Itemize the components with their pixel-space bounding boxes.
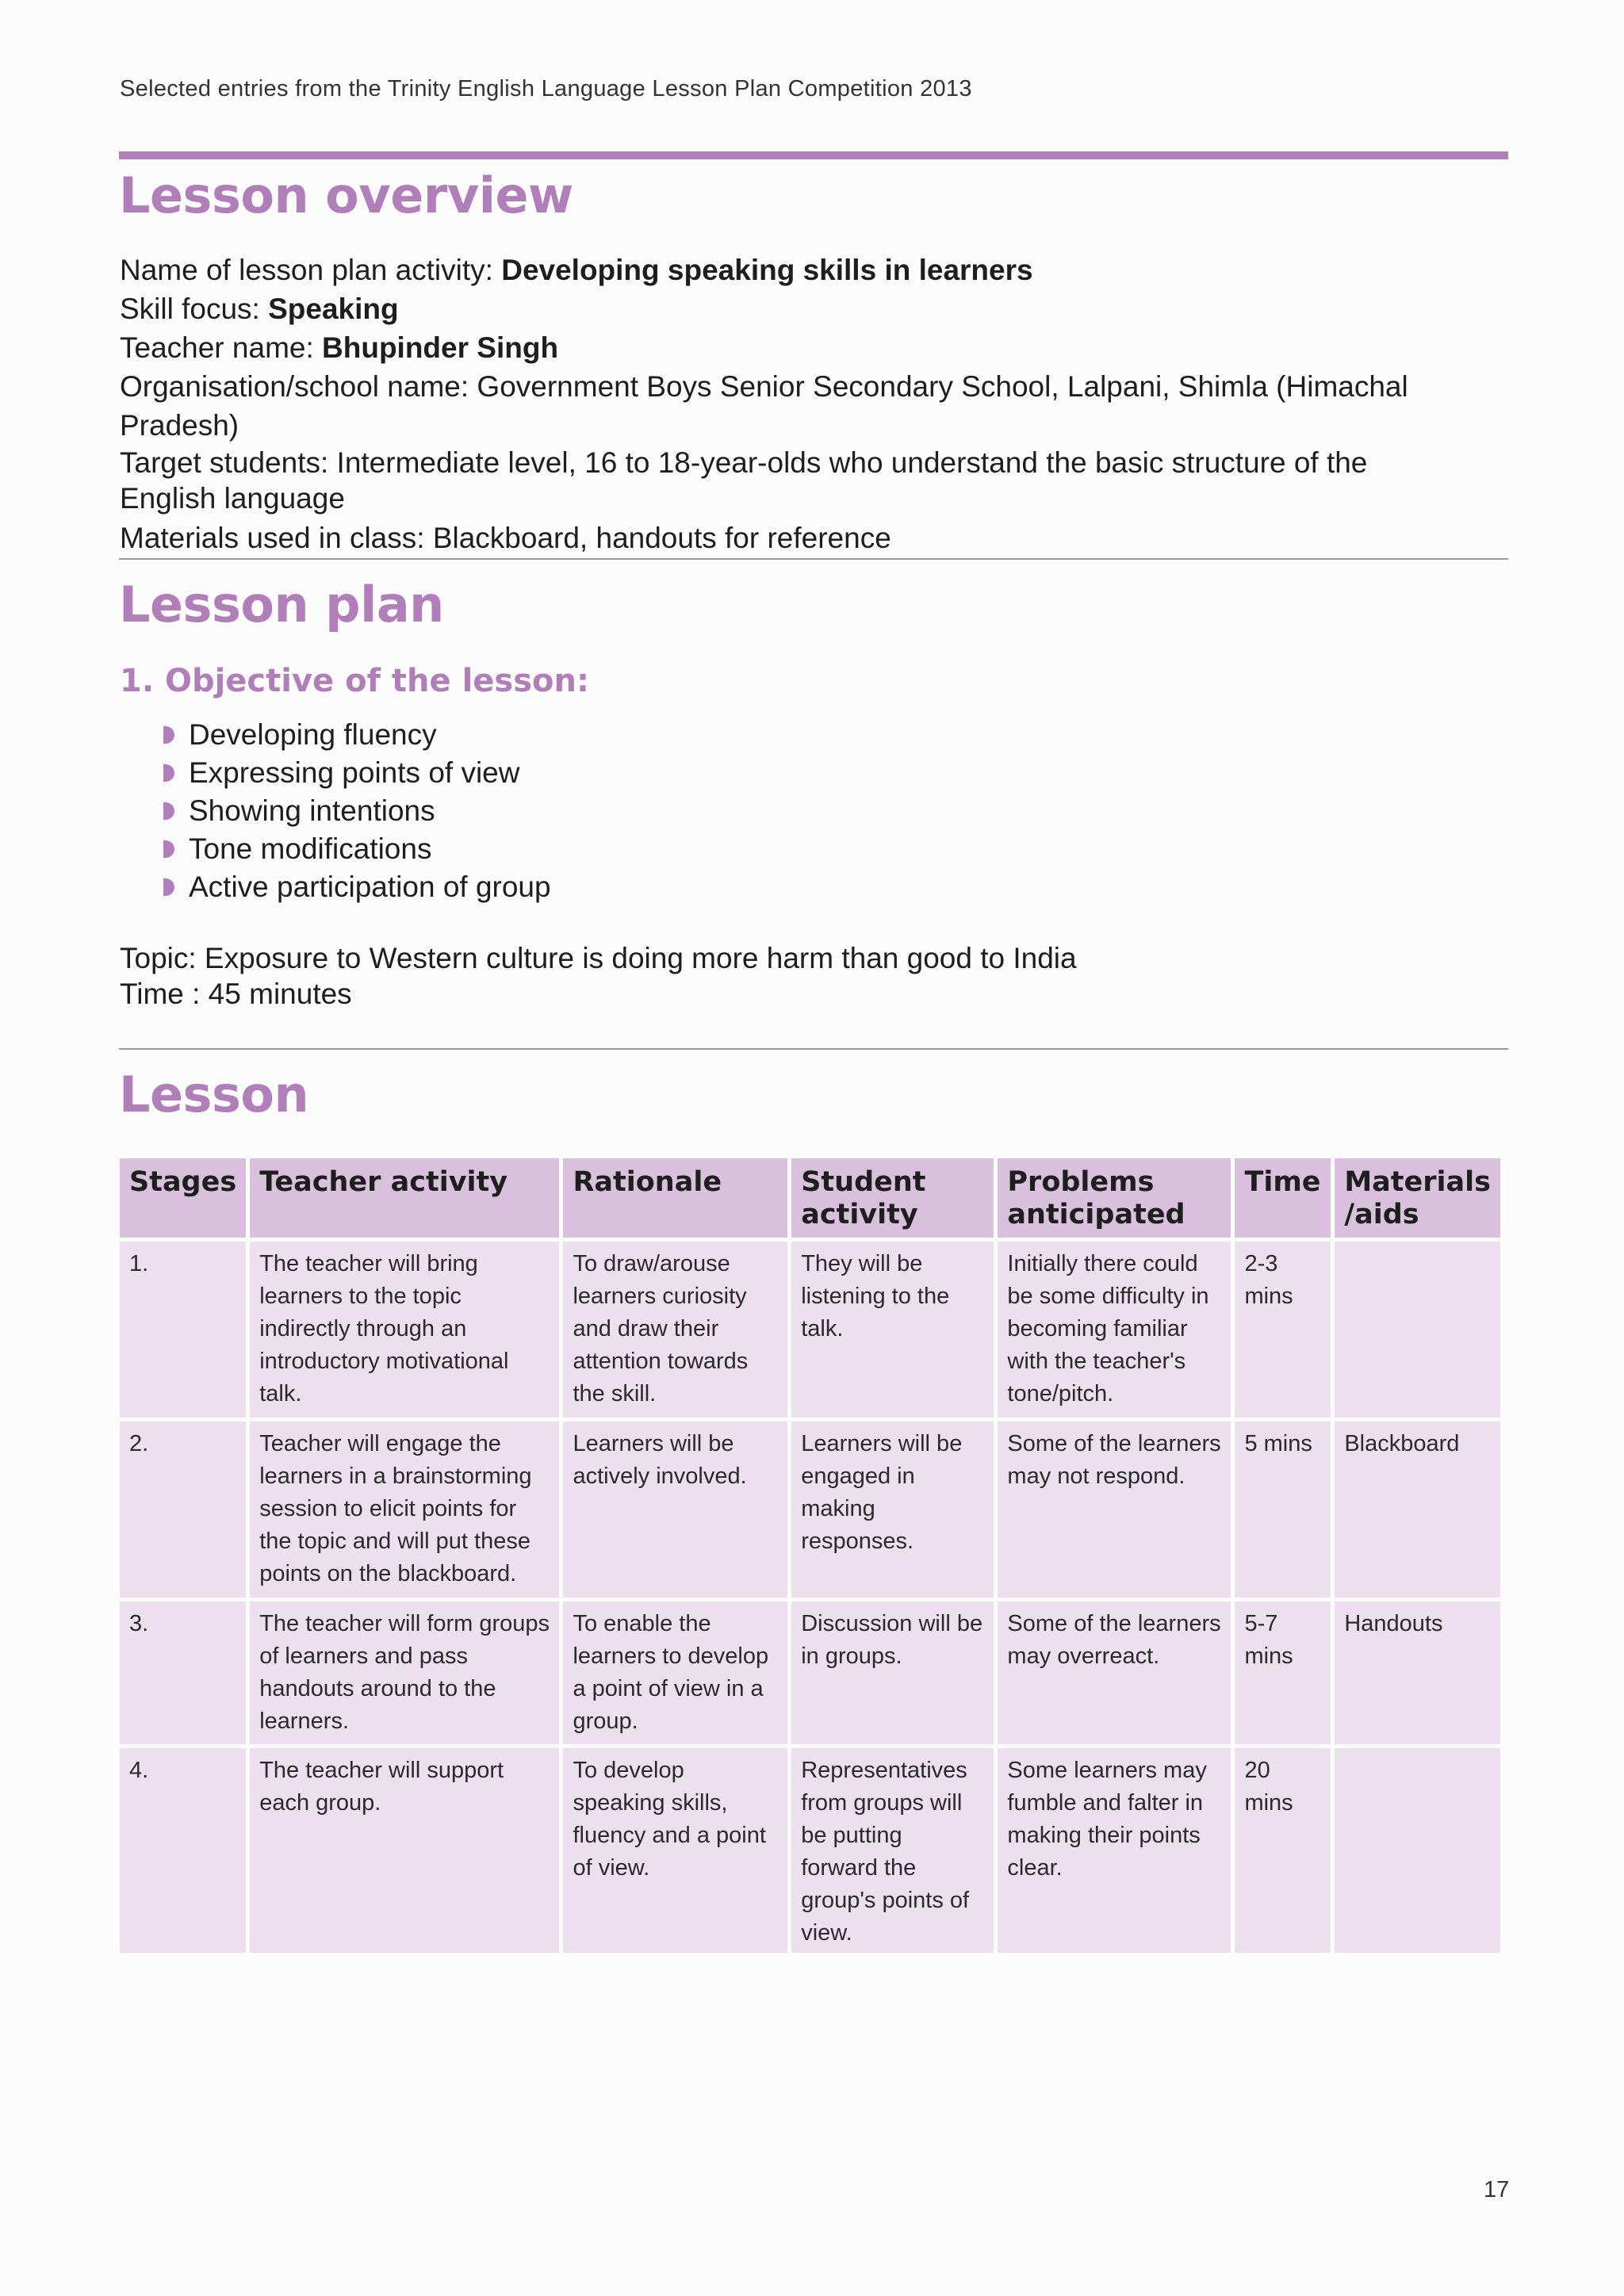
- overview-details: [120, 251, 1531, 557]
- lesson-plan-title: Lesson plan: [119, 576, 444, 633]
- column-header: Student activity: [791, 1158, 994, 1238]
- teacher-line: Teacher name: Bhupinder Singh: [120, 331, 559, 364]
- student-activity-cell: Representatives from groups will be putting forward the group's points of view.: [791, 1748, 994, 1953]
- list-item: Showing intentions: [163, 792, 551, 830]
- time-cell: 2-3 mins: [1235, 1242, 1331, 1418]
- teacher-activity-cell: Teacher will engage the learners in a brainstorming session to elicit points for the topic and will put these points on the blackboard.: [250, 1422, 559, 1598]
- topic-block: [120, 940, 1077, 1012]
- page-number: 17: [1484, 2177, 1510, 2202]
- teacher-activity-cell: The teacher will form groups of learners and pass handouts around to the learners.: [250, 1601, 559, 1744]
- rationale-cell: Learners will be actively involved.: [563, 1422, 787, 1598]
- materials-cell: [1335, 1242, 1500, 1418]
- topic-line: Topic: Exposure to Western culture is doing more harm than good to India: [120, 942, 1077, 974]
- skill-line: Skill focus: Speaking: [120, 293, 399, 325]
- materials-cell: Handouts: [1335, 1601, 1500, 1744]
- running-header: Selected entries from the Trinity English Language Lesson Plan Competition 2013: [120, 76, 972, 101]
- column-header: Rationale: [563, 1158, 787, 1238]
- rationale-cell: To develop speaking skills, fluency and a point of view.: [563, 1748, 787, 1953]
- teacher-activity-cell: The teacher will support each group.: [250, 1748, 559, 1953]
- student-activity-cell: They will be listening to the talk.: [791, 1242, 994, 1418]
- objective-heading: 1. Objective of the lesson:: [120, 663, 589, 699]
- column-header: Stages: [120, 1158, 246, 1238]
- student-activity-cell: Learners will be engaged in making responses.: [791, 1422, 994, 1598]
- rationale-cell: To draw/arouse learners curiosity and draw their attention towards the skill.: [563, 1242, 787, 1418]
- list-item: Tone modifications: [163, 830, 551, 868]
- problems-cell: Some learners may fumble and falter in making their points clear.: [998, 1748, 1231, 1953]
- column-header: Time: [1235, 1158, 1331, 1238]
- section-divider: [119, 1048, 1508, 1050]
- header-rule: [119, 151, 1508, 159]
- stage-cell: 2.: [120, 1422, 246, 1598]
- stage-cell: 3.: [120, 1601, 246, 1744]
- objectives-list: [163, 716, 551, 906]
- time-cell: 20 mins: [1235, 1748, 1331, 1953]
- teacher-value: Bhupinder Singh: [322, 331, 559, 364]
- list-item: Developing fluency: [163, 716, 551, 754]
- stage-cell: 4.: [120, 1748, 246, 1953]
- organisation-line: Organisation/school name: Government Boys Senior Secondary School, Lalpani, Shimla (Himachal Pradesh): [120, 370, 1408, 442]
- bullet-icon: [163, 840, 174, 858]
- problems-cell: Some of the learners may not respond.: [998, 1422, 1231, 1598]
- problems-cell: Initially there could be some difficulty in becoming familiar with the teacher's tone/pitch.: [998, 1242, 1231, 1418]
- lesson-table: [116, 1154, 1504, 1957]
- skill-value: Speaking: [268, 293, 399, 325]
- table-row: [120, 1422, 1500, 1598]
- bullet-icon: [163, 802, 174, 820]
- table-row: [120, 1242, 1500, 1418]
- problems-cell: Some of the learners may overreact.: [998, 1601, 1231, 1744]
- target-students-line: Target students: Intermediate level, 16 to 18-year-olds who understand the basic structure of the English language: [120, 446, 1368, 515]
- time-cell: 5 mins: [1235, 1422, 1331, 1598]
- list-item: Expressing points of view: [163, 754, 551, 792]
- lesson-overview-title: Lesson overview: [119, 166, 573, 224]
- activity-value: Developing speaking skills in learners: [501, 254, 1033, 286]
- column-header: Teacher activity: [250, 1158, 559, 1238]
- lesson-title: Lesson: [119, 1066, 309, 1123]
- time-cell: 5-7 mins: [1235, 1601, 1331, 1744]
- materials-line: Materials used in class: Blackboard, handouts for reference: [120, 522, 891, 554]
- table-row: [120, 1601, 1500, 1744]
- time-line: Time : 45 minutes: [120, 978, 352, 1010]
- bullet-icon: [163, 878, 174, 896]
- teacher-activity-cell: The teacher will bring learners to the topic indirectly through an introductory motivational talk.: [250, 1242, 559, 1418]
- materials-cell: Blackboard: [1335, 1422, 1500, 1598]
- list-item: Active participation of group: [163, 868, 551, 906]
- rationale-cell: To enable the learners to develop a point of view in a group.: [563, 1601, 787, 1744]
- table-header-row: [120, 1158, 1500, 1238]
- bullet-icon: [163, 764, 174, 782]
- bullet-icon: [163, 726, 174, 744]
- column-header: Problems anticipated: [998, 1158, 1231, 1238]
- activity-line: Name of lesson plan activity: Developing speaking skills in learners: [120, 254, 1033, 286]
- materials-cell: [1335, 1748, 1500, 1953]
- student-activity-cell: Discussion will be in groups.: [791, 1601, 994, 1744]
- column-header: Materials /aids: [1335, 1158, 1500, 1238]
- stage-cell: 1.: [120, 1242, 246, 1418]
- table-row: [120, 1748, 1500, 1953]
- section-divider: [119, 558, 1508, 560]
